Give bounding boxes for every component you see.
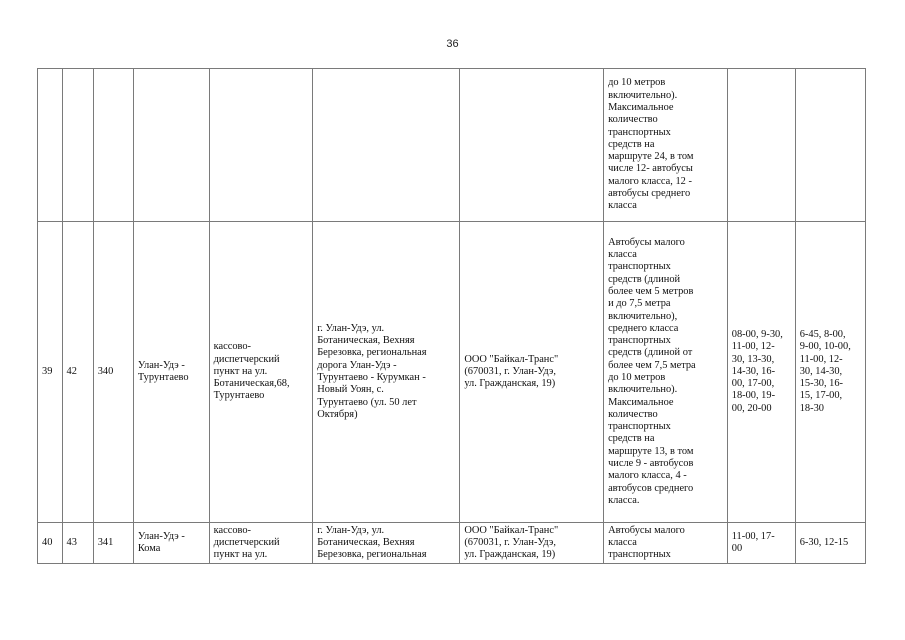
table-row xyxy=(38,222,866,523)
cell-vehicles: Автобусы малого класса транспортных xyxy=(604,523,728,564)
cell-stop: кассово- диспетчерский пункт на ул. Ботаническая,68, Турунтаево xyxy=(209,222,313,523)
cell-carrier: ООО "Байкал-Транс" (670031, г. Улан-Удэ, ул. Гражданская, 19) xyxy=(460,222,604,523)
cell-stop: кассово- диспетчерский пункт на ул. xyxy=(209,523,313,564)
cell-schedule-forward: 11-00, 17- 00 xyxy=(727,523,795,564)
cell-schedule-return xyxy=(795,69,865,222)
cell-schedule-return: 6-30, 12-15 xyxy=(795,523,865,564)
cell-vehicles: до 10 метров включительно). Максимальное количество транспортных средств на маршруте 24, в том числе 12- автобусы малого класса, 12 - автобусы среднего класса xyxy=(604,69,728,222)
cell-number: 40 xyxy=(38,523,63,564)
cell-route-number: 341 xyxy=(93,523,133,564)
cell-route-name: Улан-Удэ - Кома xyxy=(133,523,209,564)
cell-schedule-return: 6-45, 8-00, 9-00, 10-00, 11-00, 12- 30, 14-30, 15-30, 16- 15, 17-00, 18-30 xyxy=(795,222,865,523)
cell-stop xyxy=(209,69,313,222)
cell-schedule-forward: 08-00, 9-30, 11-00, 12- 30, 13-30, 14-30, 16- 00, 17-00, 18-00, 19- 00, 20-00 xyxy=(727,222,795,523)
cell-route-name: Улан-Удэ - Турунтаево xyxy=(133,222,209,523)
cell-carrier: ООО "Байкал-Транс" (670031, г. Улан-Удэ, ул. Гражданская, 19) xyxy=(460,523,604,564)
table-row xyxy=(38,523,866,564)
cell-vehicles: Автобусы малого класса транспортных средств (длиной более чем 5 метров и до 7,5 метра включительно), среднего класса транспортных средств (длиной от более чем 7,5 метра до 10 метров включительно). Максимальное количество транспортных средств на маршруте 13, в том числе 9 - автобусов малого класса, 4 - автобусов среднего класса. xyxy=(604,222,728,523)
cell-path xyxy=(313,69,460,222)
cell-registry-number: 43 xyxy=(62,523,93,564)
page-number: 36 xyxy=(446,38,459,50)
cell-number xyxy=(38,69,63,222)
cell-route-number: 340 xyxy=(93,222,133,523)
cell-route-number xyxy=(93,69,133,222)
cell-registry-number: 42 xyxy=(62,222,93,523)
cell-registry-number xyxy=(62,69,93,222)
table-row xyxy=(38,69,866,222)
cell-carrier xyxy=(460,69,604,222)
cell-number: 39 xyxy=(38,222,63,523)
cell-path: г. Улан-Удэ, ул. Ботаническая, Вехняя Березовка, региональная дорога Улан-Удэ - Турунтаево - Курумкан - Новый Уоян, с. Турунтаево (ул. 50 лет Октября) xyxy=(313,222,460,523)
routes-table xyxy=(37,68,866,564)
cell-path: г. Улан-Удэ, ул. Ботаническая, Вехняя Березовка, региональная xyxy=(313,523,460,564)
cell-route-name xyxy=(133,69,209,222)
cell-schedule-forward xyxy=(727,69,795,222)
